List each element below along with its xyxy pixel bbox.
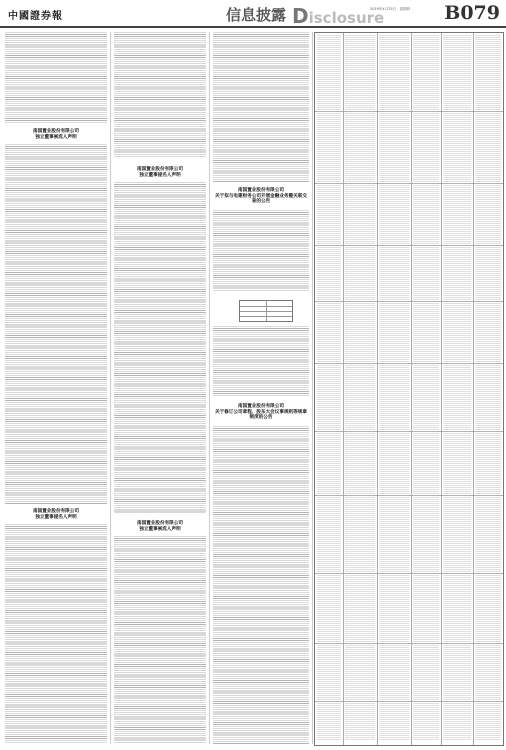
body-text	[5, 144, 107, 504]
section-title-en-initial: D	[292, 4, 309, 28]
table-column-rule	[343, 33, 344, 745]
masthead	[0, 0, 506, 28]
table-column-rule	[377, 33, 378, 745]
table-cell-text	[443, 35, 471, 741]
notice-title: 独立董事提名人声明	[35, 514, 77, 520]
notice-title: 独立董事候选人声明	[139, 526, 181, 532]
section-title: 信息披露	[226, 6, 287, 24]
fee-table	[239, 300, 293, 322]
notice-company: 南国置业股份有限公司	[137, 167, 183, 172]
column-1	[3, 32, 109, 744]
body-text	[213, 210, 309, 292]
table-cell-text	[345, 35, 375, 741]
table-cell-text	[475, 35, 501, 741]
notice-company: 南国置业股份有限公司	[238, 188, 284, 193]
column-divider	[110, 32, 111, 744]
articles-comparison-table	[314, 32, 504, 746]
notice-heading	[116, 521, 204, 532]
notice-heading	[215, 404, 307, 421]
notice-company: 南国置业股份有限公司	[137, 521, 183, 526]
notice-title: 独立董事提名人声明	[139, 172, 181, 178]
notice-title: 独立董事候选人声明	[35, 134, 77, 140]
notice-company: 南国置业股份有限公司	[33, 129, 79, 134]
notice-company: 南国置业股份有限公司	[238, 404, 284, 409]
body-text	[213, 426, 309, 744]
notice-heading	[215, 188, 307, 205]
body-text	[114, 182, 206, 514]
notice-heading	[7, 129, 105, 140]
page-number: B079	[444, 2, 500, 24]
table-column-rule	[411, 33, 412, 745]
notice-title: 关于修订公司章程、股东大会议事规则等规章制度的公告	[215, 409, 307, 421]
notice-title: 关于拟与电建财务公司开展金融业务暨关联交易的公告	[215, 193, 307, 205]
column-2	[112, 32, 208, 744]
newspaper-logo: 中國證券報	[8, 11, 63, 22]
table-cell-text	[317, 35, 341, 741]
body-text	[5, 32, 107, 124]
table-cell-text	[379, 35, 409, 741]
publication-date: 2019年4月25日 星期四	[370, 7, 411, 11]
column-divider	[209, 32, 210, 744]
body-text	[213, 326, 309, 396]
table-column-rule	[473, 33, 474, 745]
notice-heading	[7, 509, 105, 520]
section-title-en-rest: isclosure	[308, 9, 385, 27]
column-3	[211, 32, 311, 744]
body-text	[114, 32, 206, 158]
notice-company: 南国置业股份有限公司	[33, 509, 79, 514]
body-text	[5, 524, 107, 744]
table-column-rule	[441, 33, 442, 745]
table-rule	[266, 301, 267, 321]
column-divider	[312, 32, 313, 744]
body-text	[114, 536, 206, 744]
notice-heading	[116, 167, 204, 178]
table-cell-text	[413, 35, 439, 741]
body-text	[213, 32, 309, 182]
